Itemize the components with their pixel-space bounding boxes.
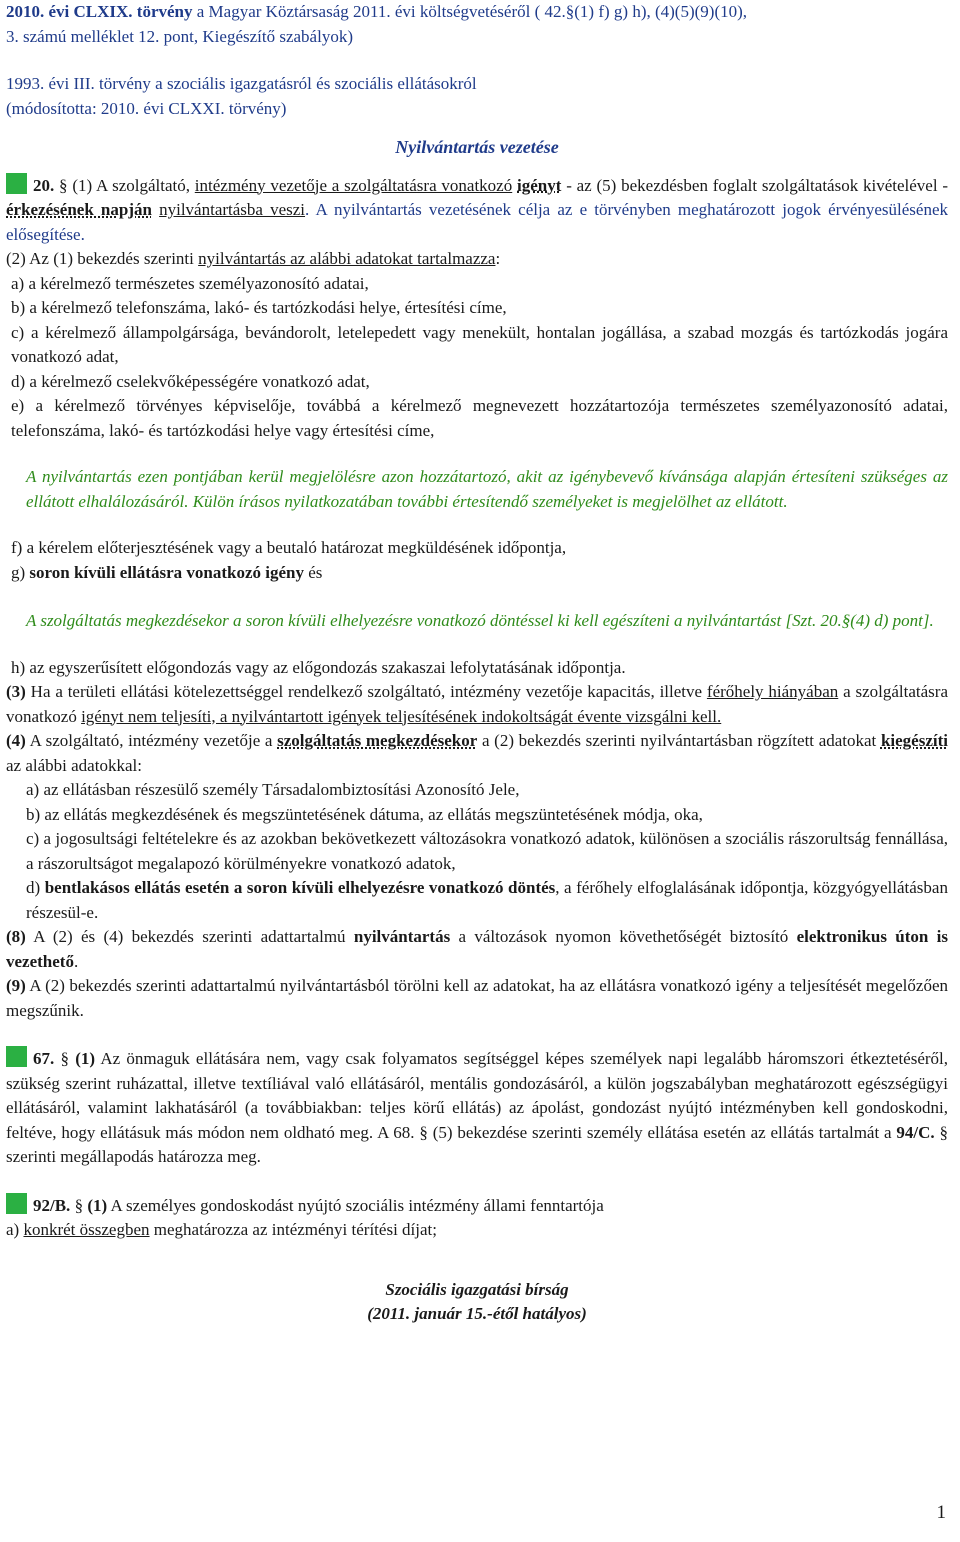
marker-square-icon (6, 1193, 27, 1214)
section-20-para-2: (2) Az (1) bekezdés szerinti nyilvántartás az alábbi adatokat tartalmazza: (6, 249, 501, 268)
section-title: Nyilvántartás vezetése (395, 137, 559, 157)
section-20-para-9: (9) A (2) bekezdés szerinti adattartalmú nyilvántartásból törölni kell az adatokat, ha az ellátásra vonatkozó igény a teljesítését megelőzően megszűnik. (6, 976, 948, 1020)
law-title: 1993. évi III. törvény a szociális igazgatásról és szociális ellátásokról (6, 74, 477, 93)
section-20-para-4: (4) A szolgáltató, intézmény vezetője a szolgáltatás megkezdésekor a (2) bekezdés szerinti nyilvántartásban rögzített adatokat kiegészíti az alábbi adatokkal: (6, 731, 948, 775)
list-item: c) a jogosultsági feltételekre és az azokban bekövetkezett változásokra vonatkozó adatok, különösen a szociális rászorultság fennállása, a rászorultságot megalapozó körülményekre vonatkozó adatok, (26, 829, 948, 873)
footer-title: Szociális igazgatási bírság (2011. január 15.-étől hatályos) (367, 1279, 587, 1323)
marker-square-icon (6, 1046, 27, 1067)
source-note: 2010. évi CLXIX. törvény a Magyar Köztársaság 2011. évi költségvetéséről ( 42.§(1) f) g) h), (4)(5)(9)(10), 3. számú melléklet 12. pont, Kiegészítő szabályok) (6, 2, 748, 46)
list-item: d) a kérelmező cselekvőképességére vonatkozó adat, (11, 371, 370, 391)
list-item: e) a kérelmező törvényes képviselője, továbbá a kérelmező megnevezett hozzátartozója természetes személyazonosító adatai, telefonszáma, lakó- és tartózkodási helye vagy értesítési címe, (11, 396, 948, 440)
list-item: f) a kérelem előterjesztésének vagy a beutaló határozat megküldésének időpontja, (11, 538, 567, 557)
section-20-para-8: (8) A (2) és (4) bekezdés szerinti adattartalmú nyilvántartás a változások nyomon követhetőségét biztosító elektronikus úton is vezethető. (6, 927, 949, 971)
list-item: a) konkrét összegben meghatározza az intézményi térítési díjat; (6, 1220, 437, 1239)
section-92b: 92/B. § (1) A személyes gondoskodást nyújtó szociális intézmény állami fenntartója (6, 1193, 948, 1219)
list-item: c) a kérelmező állampolgársága, bevándorolt, letelepedett vagy menekült, hontalan jogállása, a szabad mozgás és tartózkodás jogára vonatkozó adat, (11, 322, 948, 366)
section-67: 67. § (1) Az önmaguk ellátására nem, vagy csak folyamatos segítséggel képes személyek napi legalább háromszori étkeztetéséről, szükség szerint ruházattal, illetve textíliával való ellátásáról, mentális gondozásáról, a külön jogszabályban meghatározott egészségügyi ellátásáról, valamint lakhatásáról (a továbbiakban: teljes körű ellátás) az ápolást, gondozást nyújtó intézményben kell gondoskodni, feltéve, hogy ellátásuk más módon nem oldható meg. A 68. § (5) bekezdése szerinti személy ellátása esetén az ellátás tartalmát a 94/C. § szerinti megállapodás határozza meg. (6, 1046, 948, 1170)
list-item: h) az egyszerűsített előgondozás vagy az előgondozás szakaszai lefolytatásának időpontja. (11, 657, 626, 677)
document-page (6, 0, 948, 1327)
law-title-block (6, 72, 948, 121)
list-item: b) a kérelmező telefonszáma, lakó- és tartózkodási helye, értesítési címe, (11, 298, 507, 317)
green-note-2: A szolgáltatás megkezdésekor a soron kívüli elhelyezésre vonatkozó döntéssel ki kell egészíteni a nyilvántartást [Szt. 20.§(4) d) pont]. (26, 611, 934, 630)
section-20-para-1: 20. § (1) A szolgáltató, intézmény vezetője a szolgáltatásra vonatkozó igényt - az (5) bekezdésben foglalt szolgáltatások kivételével - érkezésének napján nyilvántartásba veszi. A nyilvántartás vezetésének célja az e törvényben meghatározott jogok érvényesülésének elősegítése. (6, 173, 948, 248)
green-note-1: A nyilvántartás ezen pontjában kerül megjelölésre azon hozzátartozó, akit az igénybevevő kívánsága alapján értesíteni szükséges az ellátott elhalálozásáról. Külön írásos nyilatkozatában további értesítendő személyeket is megjelölhet az ellátott. (26, 467, 948, 511)
list-item: b) az ellátás megkezdésének és megszüntetésének dátuma, az ellátás megszüntetésének módja, oka, (26, 804, 703, 824)
list-item: a) a kérelmező természetes személyazonosító adatai, (11, 273, 369, 293)
marker-square-icon (6, 173, 27, 194)
list-item: d) bentlakásos ellátás esetén a soron kívüli elhelyezésre vonatkozó döntés, a férőhely elfoglalásának időpontja, közgyógyellátásban részesül-e. (26, 878, 948, 922)
section-20-para-3: (3) Ha a területi ellátási kötelezettséggel rendelkező szolgáltató, intézmény vezetője kapacitás, illetve férőhely hiányában a szolgáltatásra vonatkozó igényt nem teljesíti, a nyilvántartott igények teljesítésének indokoltságát évente vizsgálni kell. (6, 682, 948, 726)
page-number: 1 (936, 1502, 946, 1523)
law-modified: (módosította: 2010. évi CLXXI. törvény) (6, 98, 287, 118)
list-item: g) soron kívüli ellátásra vonatkozó igény és (11, 562, 323, 582)
list-item: a) az ellátásban részesülő személy Társadalombiztosítási Azonosító Jele, (26, 780, 520, 799)
